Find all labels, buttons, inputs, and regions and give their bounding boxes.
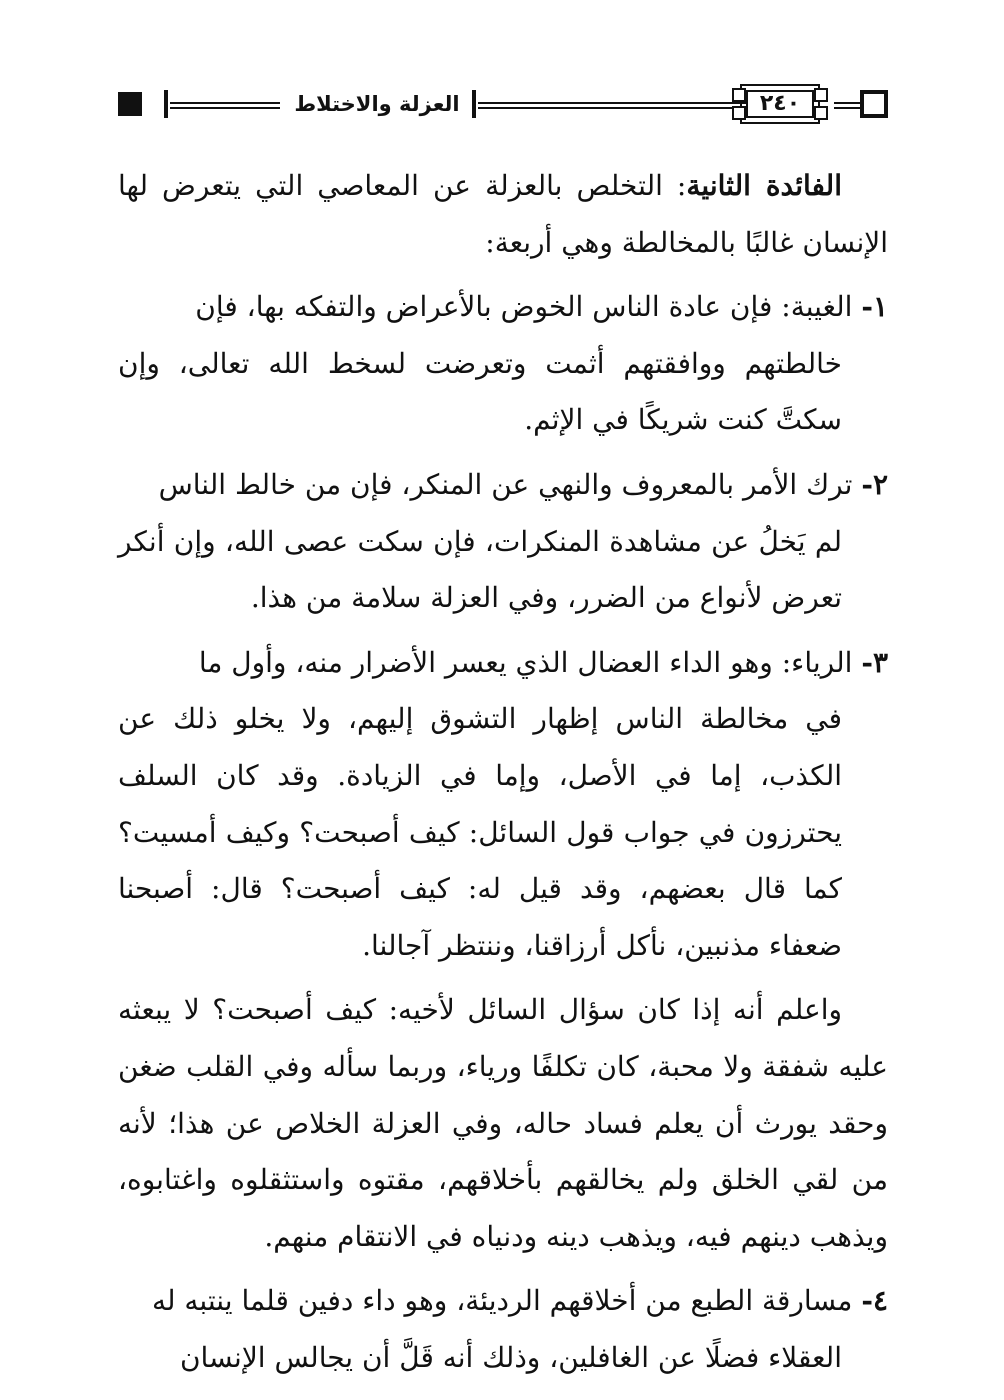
- list-item-body: في مخالطة الناس إظهار التشوق إليهم، ولا يخلو ذلك عن الكذب، إما في الأصل، وإما في الزيادة. وقد كان السلف يحترزون في جواب قول السائل: كيف أصبحت؟ وكيف أمسيت؟ كما قال بعضهم، وقد قيل له: كيف أصبحت؟ قال: أصبحنا ضعفاء مذنبين، نأكل أرزاقنا، وننتظر آجالنا.: [118, 702, 842, 962]
- list-item-lead-text: الرياء: وهو الداء العضال الذي يعسر الأضرار منه، وأول ما: [198, 645, 853, 679]
- list-item-first-line: [118, 279, 888, 336]
- body-paragraph: واعلم أنه إذا كان سؤال السائل لأخيه: كيف أصبحت؟ لا يبعثه عليه شفقة ولا محبة، كان تكلفًا ورياء، وربما سأله وفي القلب ضغن وحقد يورث أن يعلم فساد حاله، وفي العزلة الخلاص عن هذا؛ لأنه من لقي الخلق ولم يخالقهم بأخلاقهم، مقتوه واستثقلوه واغتابوه، ويذهب دينهم فيه، ويذهب دينه ودنياه في الانتقام منهم.: [118, 993, 888, 1253]
- list-item-body: العقلاء فضلًا عن الغافلين، وذلك أنه قَلَّ أن يجالس الإنسان: [179, 1340, 842, 1374]
- frame-ornament: [732, 88, 746, 102]
- list-item-4: [118, 1273, 888, 1386]
- benefit-text: : التخلص بالعزلة عن المعاصي التي يتعرض لها الإنسان غالبًا بالمخالطة وهي أربعة:: [118, 169, 888, 259]
- list-item-2: [118, 457, 888, 627]
- list-item-number: ١-: [861, 290, 888, 324]
- header-divider: [164, 90, 168, 118]
- list-item-number: ٤-: [861, 1284, 888, 1318]
- chapter-title: العزلة والاختلاط: [294, 92, 460, 116]
- frame-ornament: [732, 106, 746, 120]
- list-item-first-line: [118, 457, 888, 514]
- list-item-lead-text: مسارقة الطبع من أخلاقهم الرديئة، وهو داء دفين قلما ينتبه له: [151, 1284, 853, 1318]
- page-body: [118, 158, 888, 1386]
- list-item-first-line: [118, 635, 888, 692]
- list-item-lead-text: ترك الأمر بالمعروف والنهي عن المنكر، فإن من خالط الناس: [158, 467, 853, 501]
- header-rule: [170, 102, 280, 109]
- list-item-lead-text: الغيبة: فإن عادة الناس الخوض بالأعراض والتفكه بها، فإن: [195, 290, 853, 324]
- page-number: ٢٤٠: [759, 91, 801, 116]
- list-item-3: [118, 635, 888, 975]
- list-item-number: ٢-: [861, 467, 888, 501]
- running-header: [118, 82, 888, 128]
- frame-ornament: [814, 106, 828, 120]
- page-number-frame: [730, 84, 830, 124]
- header-divider: [472, 90, 476, 118]
- frame-ornament: [814, 88, 828, 102]
- header-end-block: [118, 92, 142, 116]
- benefit-lead: الفائدة الثانية: [686, 169, 842, 202]
- list-item-body: لم يَخلُ عن مشاهدة المنكرات، فإن سكت عصى الله، وإن أنكر تعرض لأنواع من الضرر، وفي العزلة سلامة من هذا.: [118, 524, 842, 615]
- benefit-paragraph: [118, 158, 888, 271]
- list-item-body: خالطتهم ووافقتهم أثمت وتعرضت لسخط الله تعالى، وإن سكتَّ كنت شريكًا في الإثم.: [118, 346, 842, 437]
- header-end-square: [860, 90, 888, 118]
- list-item-1: [118, 279, 888, 449]
- list-item-number: ٣-: [861, 645, 888, 679]
- list-item-first-line: [118, 1273, 888, 1330]
